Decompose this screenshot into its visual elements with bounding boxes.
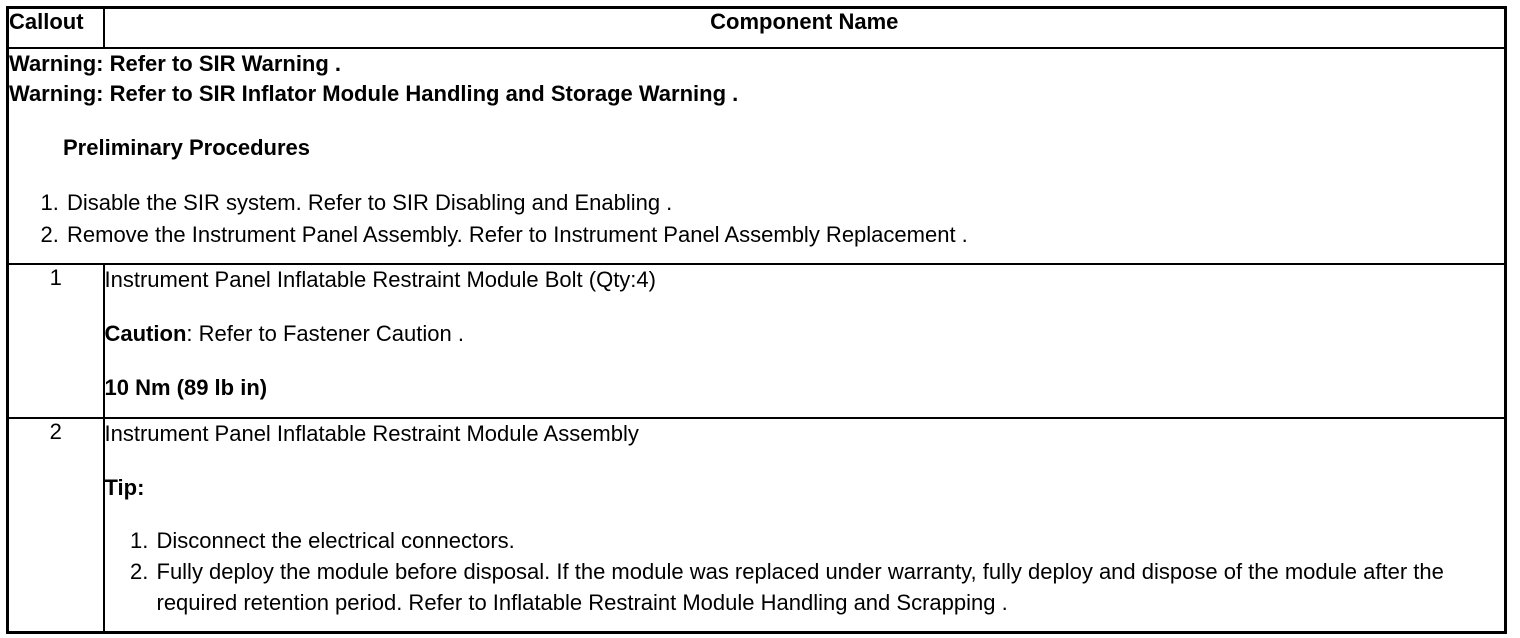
callout-number: 1 (8, 264, 104, 418)
preliminary-step: 2. Remove the Instrument Panel Assembly. Refer to Instrument Panel Assembly Replacement . (65, 219, 1504, 251)
caution-text: : Refer to Fastener Caution . (186, 321, 464, 346)
component-cell (104, 418, 1506, 633)
component-name: Instrument Panel Inflatable Restraint Module Bolt (Qty:4) (104, 267, 656, 292)
preliminary-steps-list (9, 187, 1504, 251)
sir-warning-text: Warning: Refer to SIR Warning . (9, 51, 342, 76)
tip-steps-list (105, 525, 1505, 618)
torque-spec: 10 Nm (89 lb in) (104, 375, 268, 400)
tip-label: Tip: (104, 475, 145, 500)
tip-step: 1. Disconnect the electrical connectors. (155, 525, 1505, 556)
table-row (8, 418, 1506, 633)
preliminary-cell (8, 48, 1506, 264)
callout-column-header: Callout (8, 8, 104, 49)
table-header-row (8, 8, 1506, 49)
component-name: Instrument Panel Inflatable Restraint Module Assembly (104, 421, 639, 446)
component-cell (104, 264, 1506, 418)
table-row (8, 264, 1506, 418)
preliminary-row (8, 48, 1506, 264)
caution-note (105, 319, 1505, 349)
component-name-column-header: Component Name (104, 8, 1506, 49)
preliminary-procedures-title: Preliminary Procedures (63, 135, 311, 160)
procedure-table (6, 6, 1507, 634)
preliminary-step: 1. Disable the SIR system. Refer to SIR Disabling and Enabling . (65, 187, 1504, 219)
caution-label: Caution (104, 321, 187, 346)
inflator-module-warning-text: Warning: Refer to SIR Inflator Module Handling and Storage Warning . (9, 81, 739, 106)
callout-number: 2 (8, 418, 104, 633)
tip-step: 2. Fully deploy the module before disposal. If the module was replaced under warranty, fully deploy and dispose of the module after the required retention period. Refer to Inflatable Restraint Module Handling and Scrapping . (155, 556, 1505, 618)
